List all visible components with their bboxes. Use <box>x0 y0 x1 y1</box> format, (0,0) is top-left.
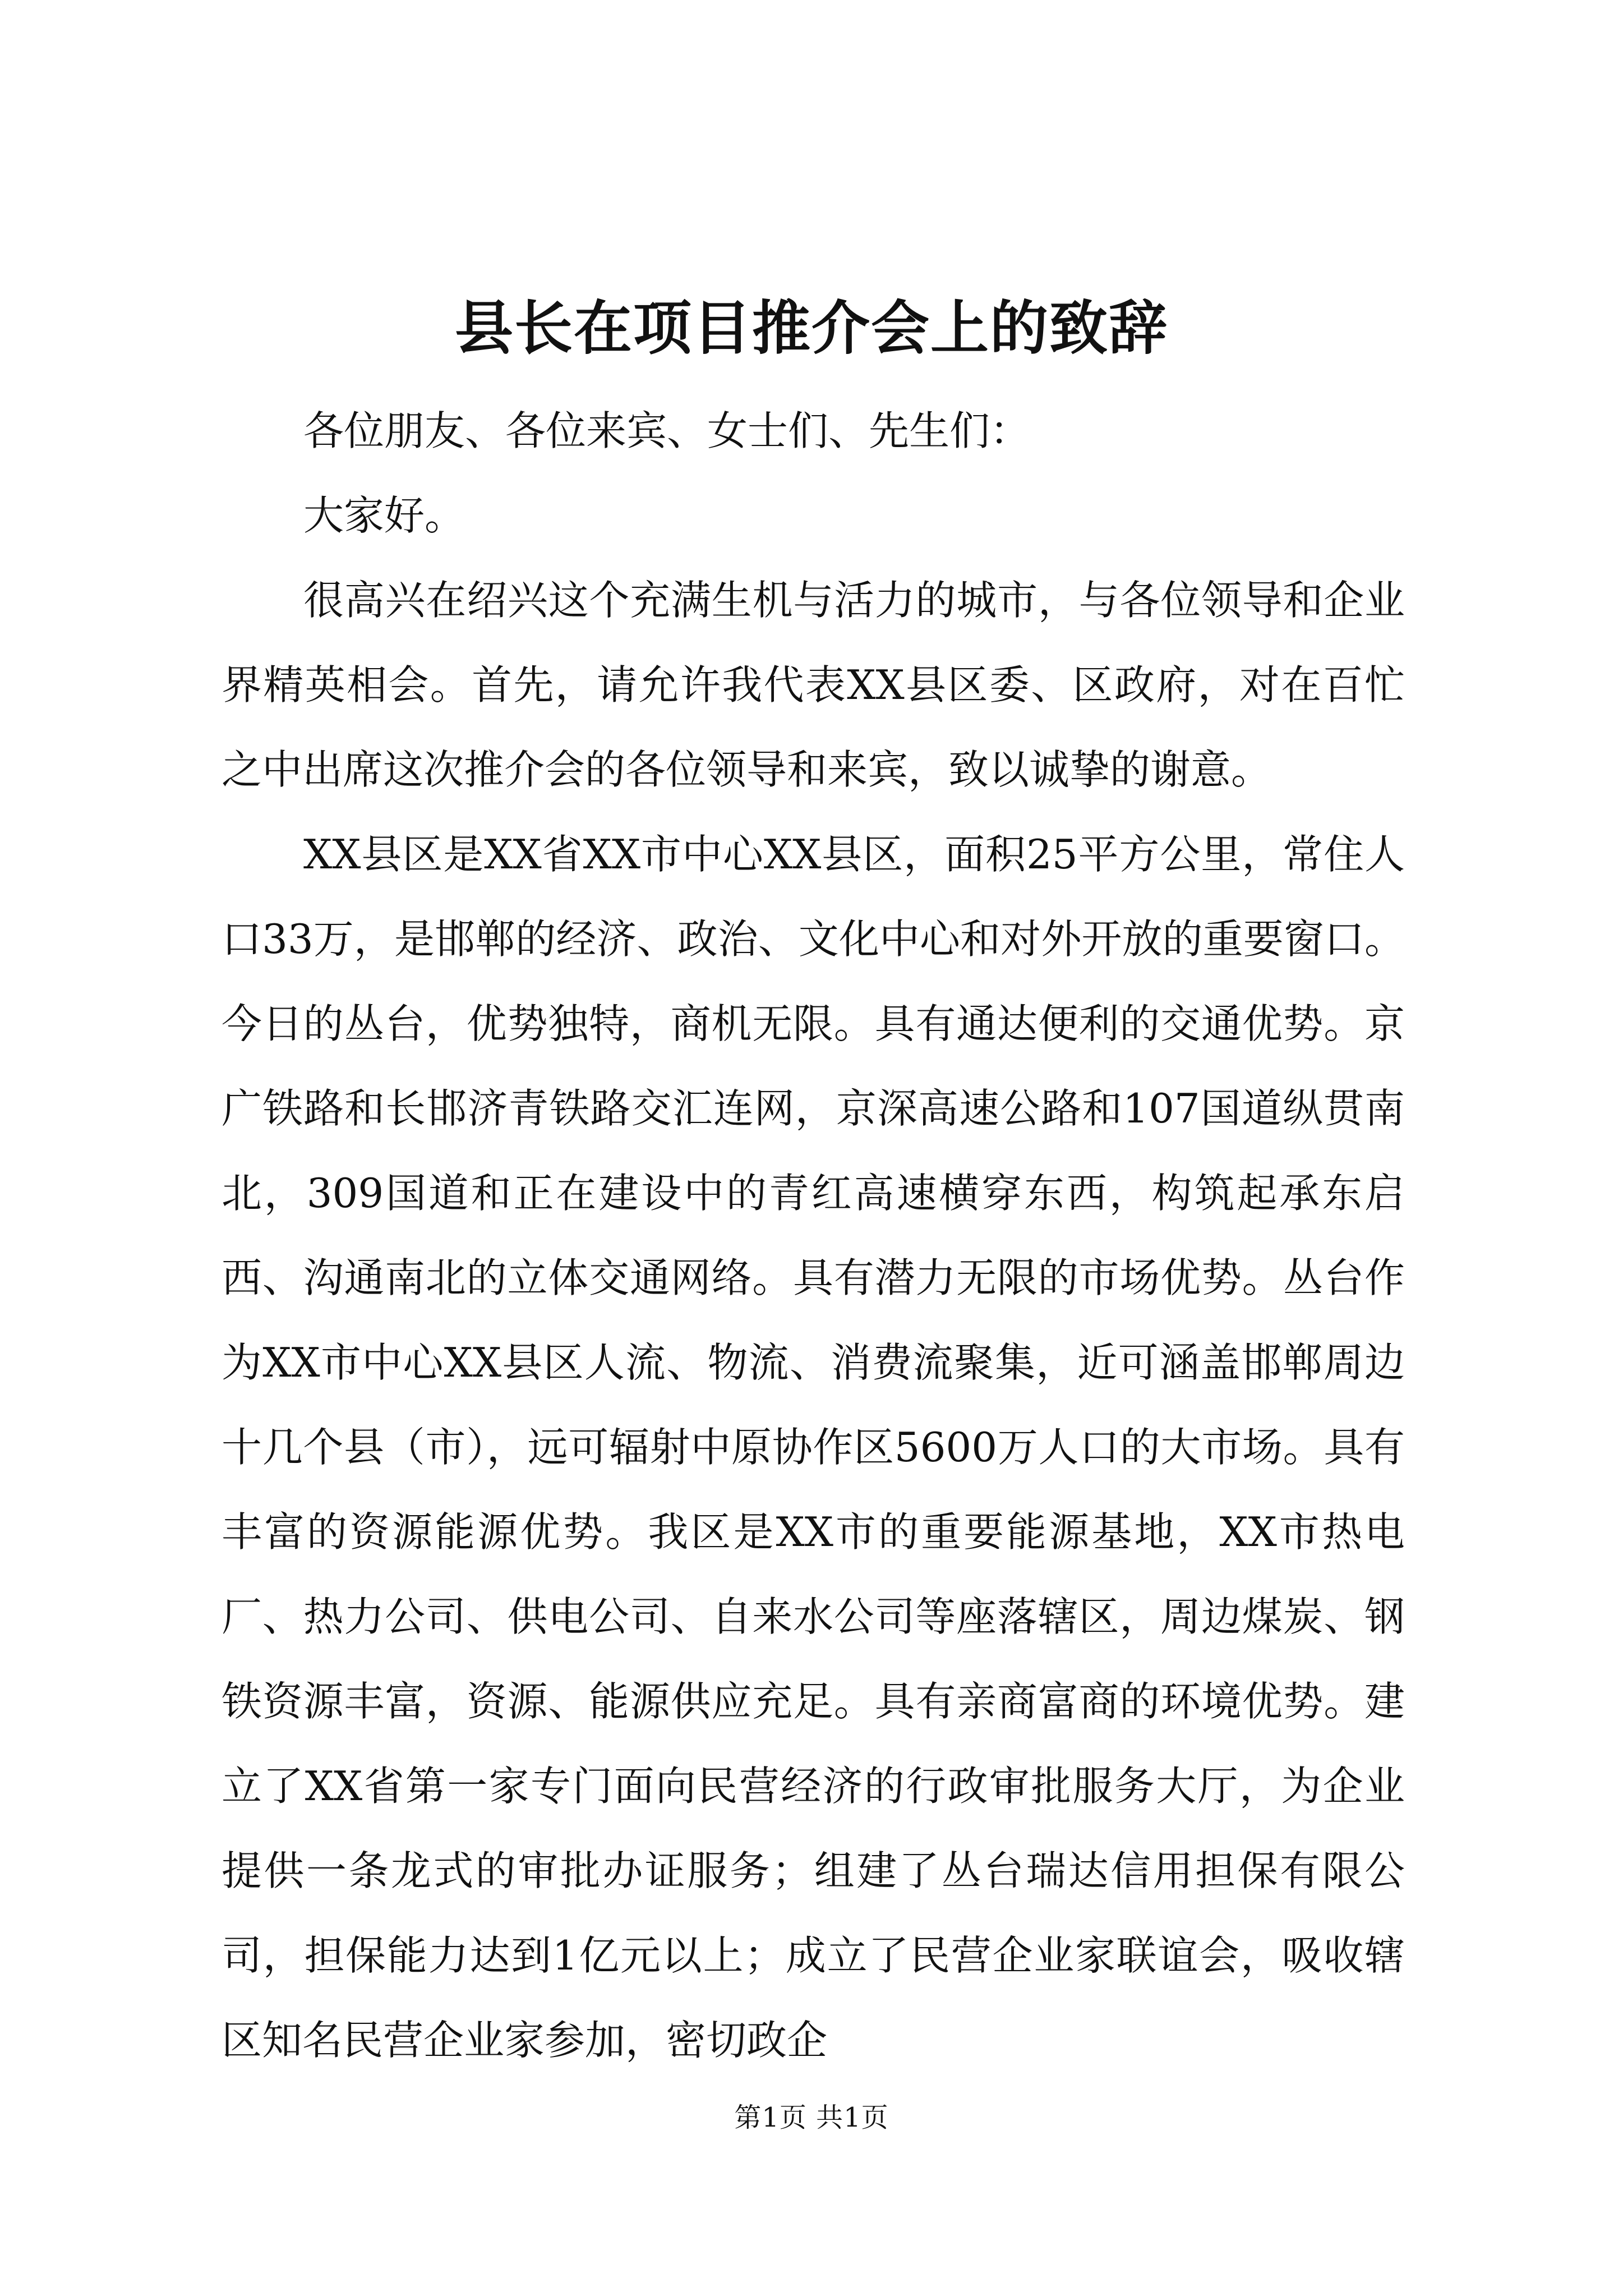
document-body <box>222 389 1405 2083</box>
greeting-paragraph: 大家好。 <box>303 492 465 539</box>
welcome-paragraph: 很高兴在绍兴这个充满生机与活力的城市，与各位领导和企业界精英相会。首先，请允许我代表XX县区委、区政府，对在百忙之中出席这次推介会的各位领导和来宾，致以诚挚的谢意。 <box>222 577 1405 793</box>
district-introduction-paragraph: XX县区是XX省XX市中心XX县区，面积25平方公里，常住人口33万，是邯郸的经济、政治、文化中心和对外开放的重要窗口。今日的丛台，优势独特，商机无限。具有通达便利的交通优势。京广铁路和长邯济青铁路交汇连网，京深高速公路和107国道纵贯南北，309国道和正在建设中的青红高速横穿东西，构筑起承东启西、沟通南北的立体交通网络。具有潜力无限的市场优势。丛台作为XX市中心XX县区人流、物流、消费流聚集，近可涵盖邯郸周边十几个县（市），远可辐射中原协作区5600万人口的大市场。具有丰富的资源能源优势。我区是XX市的重要能源基地，XX市热电厂、热力公司、供电公司、自来水公司等座落辖区，周边煤炭、钢铁资源丰富，资源、能源供应充足。具有亲商富商的环境优势。建立了XX省第一家专门面向民营经济的行政审批服务大厅，为企业提供一条龙式的审批办证服务；组建了丛台瑞达信用担保有限公司，担保能力达到1亿元以上；成立了民营企业家联谊会，吸收辖区知名民营企业家参加，密切政企 <box>222 831 1405 2064</box>
page-number-footer: 第1页 共1页 <box>734 2102 889 2133</box>
document-title: 县长在项目推介会上的致辞 <box>454 293 1168 362</box>
salutation-paragraph: 各位朋友、各位来宾、女士们、先生们： <box>303 407 1031 454</box>
